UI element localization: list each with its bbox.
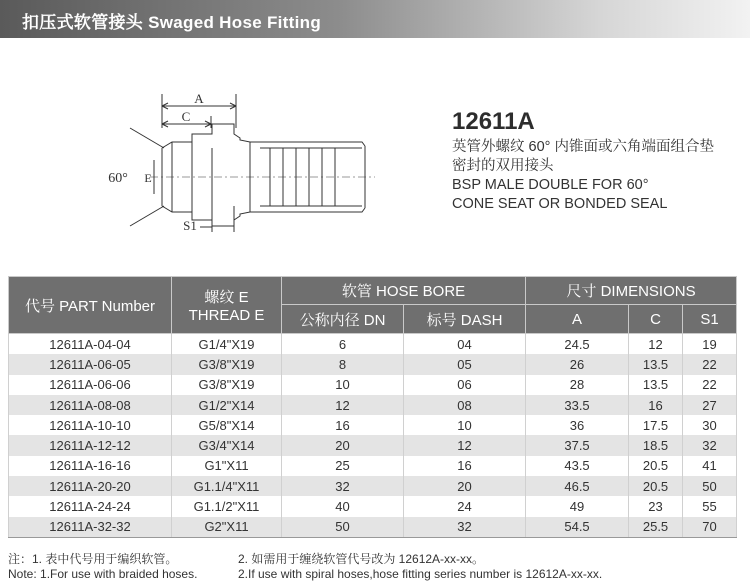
desc-cn-line-2: 密封的双用接头 bbox=[452, 158, 554, 174]
table-cell: 54.5 bbox=[526, 517, 629, 538]
table-cell: G1"X11 bbox=[172, 456, 282, 476]
table-cell: 06 bbox=[404, 375, 526, 395]
table-row bbox=[9, 395, 737, 415]
table-cell: G3/8"X19 bbox=[172, 354, 282, 374]
desc-cn-line-1: 英管外螺纹 60° 内锥面或六角端面组合垫 bbox=[452, 139, 714, 155]
dim-s1-label: S1 bbox=[183, 218, 197, 233]
table-cell: 33.5 bbox=[526, 395, 629, 415]
dim-a-label: A bbox=[194, 91, 204, 106]
table-cell: 12611A-12-12 bbox=[9, 435, 172, 455]
table-cell: 20 bbox=[282, 435, 404, 455]
table-cell: 12611A-06-06 bbox=[9, 375, 172, 395]
table-row bbox=[9, 375, 737, 395]
table-cell: 28 bbox=[526, 375, 629, 395]
table-cell: G1.1/4"X11 bbox=[172, 476, 282, 496]
table-cell: 32 bbox=[683, 435, 737, 455]
table-cell: 46.5 bbox=[526, 476, 629, 496]
note-1-en: Note: 1.For use with braided hoses. bbox=[8, 567, 198, 581]
table-cell: 50 bbox=[282, 517, 404, 538]
header-thread bbox=[172, 277, 282, 334]
table-cell: 04 bbox=[404, 334, 526, 355]
table-cell: 12611A-08-08 bbox=[9, 395, 172, 415]
table-cell: 36 bbox=[526, 415, 629, 435]
table-cell: 27 bbox=[683, 395, 737, 415]
table-cell: 20.5 bbox=[629, 456, 683, 476]
header-c: C bbox=[629, 305, 683, 334]
table-row bbox=[9, 456, 737, 476]
table-cell: 16 bbox=[629, 395, 683, 415]
table-cell: 16 bbox=[404, 456, 526, 476]
table-cell: 12611A-06-05 bbox=[9, 354, 172, 374]
table-cell: 10 bbox=[404, 415, 526, 435]
table-cell: 25 bbox=[282, 456, 404, 476]
table-cell: 32 bbox=[282, 476, 404, 496]
table-cell: 12 bbox=[629, 334, 683, 355]
table-cell: 10 bbox=[282, 375, 404, 395]
page-title: 扣压式软管接头 Swaged Hose Fitting bbox=[22, 13, 322, 32]
angle-label: 60° bbox=[108, 171, 128, 186]
note-1-cn: 注：1. 表中代号用于编织软管。 bbox=[8, 552, 178, 566]
note-2-cn: 2. 如需用于缠绕软管代号改为 12612A-xx-xx。 bbox=[238, 552, 485, 566]
table-cell: 12611A-32-32 bbox=[9, 517, 172, 538]
table-cell: 18.5 bbox=[629, 435, 683, 455]
header-bar bbox=[0, 0, 750, 38]
table-cell: G2"X11 bbox=[172, 517, 282, 538]
table-cell: 12 bbox=[404, 435, 526, 455]
table-cell: 20 bbox=[404, 476, 526, 496]
table-cell: 12 bbox=[282, 395, 404, 415]
dim-e-label: E bbox=[144, 171, 152, 185]
table-row bbox=[9, 476, 737, 496]
table-cell: 26 bbox=[526, 354, 629, 374]
table-cell: G1/2"X14 bbox=[172, 395, 282, 415]
table-cell: 16 bbox=[282, 415, 404, 435]
header-dash: 标号 DASH bbox=[404, 305, 526, 334]
desc-en-line-1: BSP MALE DOUBLE FOR 60° bbox=[452, 177, 649, 193]
table-row bbox=[9, 496, 737, 516]
note-2-en: 2.If use with spiral hoses,hose fitting series number is 12612A-xx-xx. bbox=[238, 567, 603, 581]
note-2 bbox=[238, 552, 602, 582]
product-description bbox=[452, 138, 714, 214]
desc-en-line-2: CONE SEAT OR BONDED SEAL bbox=[452, 196, 668, 212]
table-cell: 05 bbox=[404, 354, 526, 374]
table-cell: 12611A-24-24 bbox=[9, 496, 172, 516]
table-cell: 50 bbox=[683, 476, 737, 496]
spec-table bbox=[8, 276, 737, 538]
table-cell: G1.1/2"X11 bbox=[172, 496, 282, 516]
table-cell: 25.5 bbox=[629, 517, 683, 538]
header-hose-bore: 软管 HOSE BORE bbox=[282, 277, 526, 305]
table-row bbox=[9, 517, 737, 538]
table-cell: 32 bbox=[404, 517, 526, 538]
table-cell: 13.5 bbox=[629, 375, 683, 395]
table-cell: 40 bbox=[282, 496, 404, 516]
spec-table-body bbox=[9, 334, 737, 538]
dim-c-label: C bbox=[181, 109, 191, 124]
table-cell: G1/4"X19 bbox=[172, 334, 282, 355]
table-cell: G5/8"X14 bbox=[172, 415, 282, 435]
table-cell: 12611A-10-10 bbox=[9, 415, 172, 435]
table-cell: 19 bbox=[683, 334, 737, 355]
table-cell: 24 bbox=[404, 496, 526, 516]
table-cell: 70 bbox=[683, 517, 737, 538]
header-thread-en: THREAD E bbox=[188, 307, 265, 324]
fitting-drawing bbox=[100, 86, 380, 236]
table-cell: 37.5 bbox=[526, 435, 629, 455]
table-cell: 23 bbox=[629, 496, 683, 516]
table-cell: 41 bbox=[683, 456, 737, 476]
table-cell: 55 bbox=[683, 496, 737, 516]
table-cell: 6 bbox=[282, 334, 404, 355]
header-s1: S1 bbox=[683, 305, 737, 334]
header-a: A bbox=[526, 305, 629, 334]
table-cell: 30 bbox=[683, 415, 737, 435]
table-cell: 13.5 bbox=[629, 354, 683, 374]
table-cell: 8 bbox=[282, 354, 404, 374]
header-dimensions: 尺寸 DIMENSIONS bbox=[526, 277, 737, 305]
table-cell: 08 bbox=[404, 395, 526, 415]
table-cell: G3/8"X19 bbox=[172, 375, 282, 395]
table-row bbox=[9, 354, 737, 374]
table-row bbox=[9, 415, 737, 435]
table-cell: 24.5 bbox=[526, 334, 629, 355]
table-cell: 12611A-20-20 bbox=[9, 476, 172, 496]
table-cell: G3/4"X14 bbox=[172, 435, 282, 455]
table-row bbox=[9, 334, 737, 355]
model-number: 12611A bbox=[452, 108, 535, 135]
header-thread-cn: 螺纹 E bbox=[204, 289, 249, 306]
table-cell: 49 bbox=[526, 496, 629, 516]
header-dn: 公称内径 DN bbox=[282, 305, 404, 334]
header-part-number: 代号 PART Number bbox=[9, 277, 172, 334]
table-cell: 12611A-04-04 bbox=[9, 334, 172, 355]
table-cell: 22 bbox=[683, 354, 737, 374]
note-1 bbox=[8, 552, 197, 582]
table-cell: 20.5 bbox=[629, 476, 683, 496]
table-cell: 43.5 bbox=[526, 456, 629, 476]
table-row bbox=[9, 435, 737, 455]
table-cell: 17.5 bbox=[629, 415, 683, 435]
table-cell: 12611A-16-16 bbox=[9, 456, 172, 476]
table-cell: 22 bbox=[683, 375, 737, 395]
